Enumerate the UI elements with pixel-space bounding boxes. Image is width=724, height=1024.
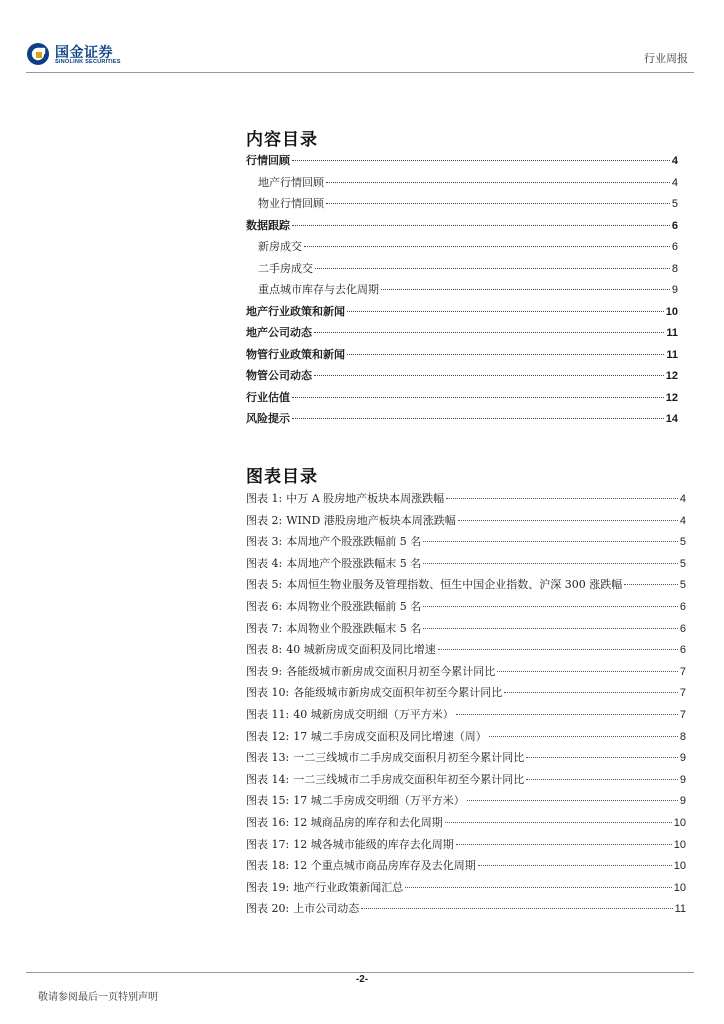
company-logo <box>26 40 146 70</box>
logo-text-en: SINOLINK SECURITIES <box>55 59 121 65</box>
toc-entry-page: 8 <box>671 262 678 275</box>
figure-entry-number: 图表 17: <box>246 837 290 851</box>
toc-entry[interactable] <box>246 174 678 196</box>
page-header <box>0 0 724 72</box>
figure-entry-page: 9 <box>679 773 686 786</box>
toc-entry-label: 物业行情回顾 <box>258 197 324 210</box>
figure-leader-dots <box>456 844 672 845</box>
figure-entry-page: 4 <box>679 514 686 527</box>
toc-entry[interactable] <box>246 217 678 239</box>
figure-entry[interactable] <box>246 576 686 598</box>
figure-leader-dots <box>458 520 678 521</box>
figure-leader-dots <box>361 908 672 909</box>
figure-entry-label: 地产行业政策新闻汇总 <box>293 880 404 894</box>
figure-entry-label: 12 城商品房的库存和去化周期 <box>293 815 443 829</box>
toc-entry-page: 4 <box>671 155 678 167</box>
figure-entry-label: 上市公司动态 <box>293 902 360 916</box>
toc-entry-label: 重点城市库存与去化周期 <box>258 283 379 296</box>
toc-entry[interactable] <box>246 324 678 346</box>
figure-entry-label: 12 个重点城市商品房库存及去化周期 <box>293 859 476 873</box>
toc-entry-page: 6 <box>671 241 678 253</box>
figure-entry[interactable] <box>246 533 686 555</box>
toc-entry[interactable] <box>246 260 678 282</box>
toc-entry[interactable] <box>246 389 678 411</box>
toc-entry-label: 新房成交 <box>258 240 302 253</box>
figure-entry-page: 8 <box>679 730 686 743</box>
figure-entry-label: 本周物业个股涨跌幅末 5 名 <box>286 621 422 635</box>
figure-leader-dots <box>624 584 678 585</box>
toc-leader-dots <box>347 354 664 355</box>
figure-entry-page: 9 <box>679 795 686 808</box>
footer-divider <box>26 972 694 973</box>
figure-entry-page: 10 <box>673 860 686 873</box>
figure-entry-label: 12 城各城市能级的库存去化周期 <box>293 837 454 851</box>
figure-entry-number: 图表 5: <box>246 578 283 592</box>
figure-entry-number: 图表 2: <box>246 513 283 527</box>
figure-leader-dots <box>497 671 678 672</box>
figure-leader-dots <box>438 649 678 650</box>
figure-leader-dots <box>526 779 678 780</box>
toc-entry[interactable] <box>246 152 678 174</box>
toc-leader-dots <box>314 375 664 376</box>
figure-entry[interactable] <box>246 900 686 922</box>
toc-entry[interactable] <box>246 367 678 389</box>
figure-entry[interactable] <box>246 728 686 750</box>
toc-leader-dots <box>304 246 670 247</box>
toc-leader-dots <box>292 225 670 226</box>
figure-entry[interactable] <box>246 555 686 577</box>
figure-entry-number: 图表 4: <box>246 556 283 570</box>
toc-leader-dots <box>381 289 670 290</box>
figure-entry[interactable] <box>246 663 686 685</box>
toc-entry[interactable] <box>246 238 678 260</box>
figure-entry[interactable] <box>246 641 686 663</box>
figure-entry-number: 图表 13: <box>246 751 290 765</box>
toc-entry[interactable] <box>246 346 678 368</box>
figure-entry-page: 5 <box>679 579 686 592</box>
toc-entry-page: 11 <box>666 327 678 339</box>
figure-entry[interactable] <box>246 879 686 901</box>
toc-entry-page: 10 <box>665 305 678 318</box>
figure-entry-label: 各能级城市新房成交面积月初至今累计同比 <box>286 664 496 678</box>
figure-entry-label: 中万 A 股房地产板块本周涨跌幅 <box>286 492 445 505</box>
toc-leader-dots <box>314 332 664 333</box>
figure-entry-label: 一二三线城市二手房成交面积年初至今累计同比 <box>293 772 525 786</box>
figure-leader-dots <box>456 714 678 715</box>
header-divider <box>26 72 694 73</box>
figure-entry-page: 6 <box>679 600 686 613</box>
document-type: 行业周报 <box>644 52 688 65</box>
figure-entry-page: 7 <box>679 687 686 700</box>
figure-entry-label: 本周恒生物业服务及管理指数、恒生中国企业指数、沪深 300 涨跌幅 <box>286 578 623 592</box>
figure-entry-number: 图表 7: <box>246 621 283 635</box>
toc-entry-page: 12 <box>665 370 678 382</box>
figure-entry-number: 图表 18: <box>246 859 290 873</box>
figure-entry-label: 一二三线城市二手房成交面积月初至今累计同比 <box>293 751 525 765</box>
figure-entry-number: 图表 10: <box>246 686 290 700</box>
figure-entry-number: 图表 11: <box>246 707 290 721</box>
figure-list-title: 图表目录 <box>246 467 318 487</box>
figure-leader-dots <box>423 628 678 629</box>
figure-entry-label: 40 城新房成交面积及同比增速 <box>286 643 436 657</box>
figure-entry-page: 7 <box>679 708 686 721</box>
toc-title: 内容目录 <box>246 130 318 150</box>
toc-entry[interactable] <box>246 410 678 432</box>
disclaimer-note: 敬请参阅最后一页特别声明 <box>38 992 158 1003</box>
figure-entry[interactable] <box>246 512 686 534</box>
figure-entry-page: 6 <box>679 622 686 635</box>
figure-leader-dots <box>526 757 678 758</box>
figure-entry-label: 本周物业个股涨跌幅前 5 名 <box>286 599 422 613</box>
toc-entry-label: 行情回顾 <box>246 154 290 167</box>
toc-leader-dots <box>292 397 664 398</box>
figure-entry-number: 图表 9: <box>246 664 283 678</box>
figure-entry-page: 6 <box>679 644 686 657</box>
toc-entry-label: 风险提示 <box>246 412 290 425</box>
figure-leader-dots <box>423 541 678 542</box>
figure-entry-number: 图表 16: <box>246 815 290 829</box>
toc-entry-label: 地产行情回顾 <box>258 175 324 189</box>
figure-entry-page: 4 <box>679 493 686 505</box>
figure-entry-label: 本周地产个股涨跌幅末 5 名 <box>286 556 422 570</box>
toc-entry-page: 11 <box>666 348 678 361</box>
figure-leader-dots <box>445 822 672 823</box>
toc-entry-label: 行业估值 <box>246 390 290 404</box>
figure-entry[interactable] <box>246 490 686 512</box>
figure-entry-page: 10 <box>673 816 686 829</box>
figure-entry[interactable] <box>246 598 686 620</box>
figure-leader-dots <box>446 498 678 499</box>
toc-list <box>246 152 678 432</box>
toc-entry-page: 9 <box>671 284 678 296</box>
figure-leader-dots <box>467 800 678 801</box>
toc-leader-dots <box>326 203 670 204</box>
toc-entry[interactable] <box>246 303 678 325</box>
toc-leader-dots <box>326 182 670 183</box>
figure-list <box>246 490 686 922</box>
figure-entry-label: 各能级城市新房成交面积年初至今累计同比 <box>293 686 503 700</box>
figure-leader-dots <box>489 736 678 737</box>
figure-leader-dots <box>405 887 672 888</box>
figure-entry-page: 10 <box>673 838 686 851</box>
figure-entry-number: 图表 12: <box>246 729 290 743</box>
toc-entry-label: 物管公司动态 <box>246 369 312 382</box>
figure-entry-number: 图表 1: <box>246 492 283 505</box>
figure-entry-page: 9 <box>679 752 686 765</box>
figure-entry-page: 10 <box>673 881 686 894</box>
figure-entry-number: 图表 14: <box>246 772 290 786</box>
toc-entry-page: 4 <box>671 176 678 189</box>
figure-entry-page: 7 <box>679 665 686 678</box>
figure-entry-label: 17 城二手房成交明细（万平方米） <box>293 794 465 808</box>
figure-entry-label: 40 城新房成交明细（万平方米） <box>293 707 454 721</box>
toc-entry-page: 12 <box>665 391 678 404</box>
toc-entry-label: 地产行业政策和新闻 <box>246 304 345 318</box>
figure-entry[interactable] <box>246 749 686 771</box>
toc-entry[interactable] <box>246 281 678 303</box>
logo-text-cn: 国金证券 <box>55 45 113 61</box>
toc-entry-label: 数据跟踪 <box>246 218 290 232</box>
figure-entry-label: 17 城二手房成交面积及同比增速（周） <box>293 729 487 743</box>
toc-entry-label: 物管行业政策和新闻 <box>246 347 345 361</box>
figure-entry[interactable] <box>246 620 686 642</box>
figure-entry-number: 图表 19: <box>246 880 290 894</box>
toc-entry[interactable] <box>246 195 678 217</box>
figure-entry[interactable] <box>246 814 686 836</box>
toc-leader-dots <box>347 311 664 312</box>
figure-entry-page: 5 <box>679 557 686 570</box>
figure-leader-dots <box>423 606 678 607</box>
figure-entry[interactable] <box>246 706 686 728</box>
toc-entry-page: 6 <box>671 219 678 232</box>
toc-leader-dots <box>315 268 670 269</box>
figure-entry[interactable] <box>246 684 686 706</box>
figure-entry[interactable] <box>246 857 686 879</box>
figure-leader-dots <box>423 563 678 564</box>
toc-entry-page: 14 <box>665 413 678 425</box>
figure-entry-number: 图表 3: <box>246 535 283 549</box>
figure-entry-number: 图表 6: <box>246 599 283 613</box>
toc-leader-dots <box>292 160 670 161</box>
figure-entry-page: 5 <box>679 536 686 549</box>
figure-entry[interactable] <box>246 771 686 793</box>
toc-entry-label: 地产公司动态 <box>246 326 312 339</box>
figure-entry[interactable] <box>246 836 686 858</box>
figure-entry-label: WIND 港股房地产板块本周涨跌幅 <box>286 513 456 527</box>
figure-leader-dots <box>504 692 678 693</box>
figure-entry[interactable] <box>246 792 686 814</box>
figure-entry-number: 图表 20: <box>246 902 290 916</box>
logo-mark-icon <box>26 42 50 66</box>
page-number: -2- <box>355 974 369 985</box>
figure-leader-dots <box>478 865 672 866</box>
figure-entry-page: 11 <box>674 903 686 916</box>
toc-leader-dots <box>292 418 664 419</box>
toc-entry-page: 5 <box>671 198 678 210</box>
figure-entry-number: 图表 8: <box>246 643 283 657</box>
figure-entry-label: 本周地产个股涨跌幅前 5 名 <box>286 535 422 549</box>
figure-entry-number: 图表 15: <box>246 794 290 808</box>
toc-entry-label: 二手房成交 <box>258 261 313 275</box>
